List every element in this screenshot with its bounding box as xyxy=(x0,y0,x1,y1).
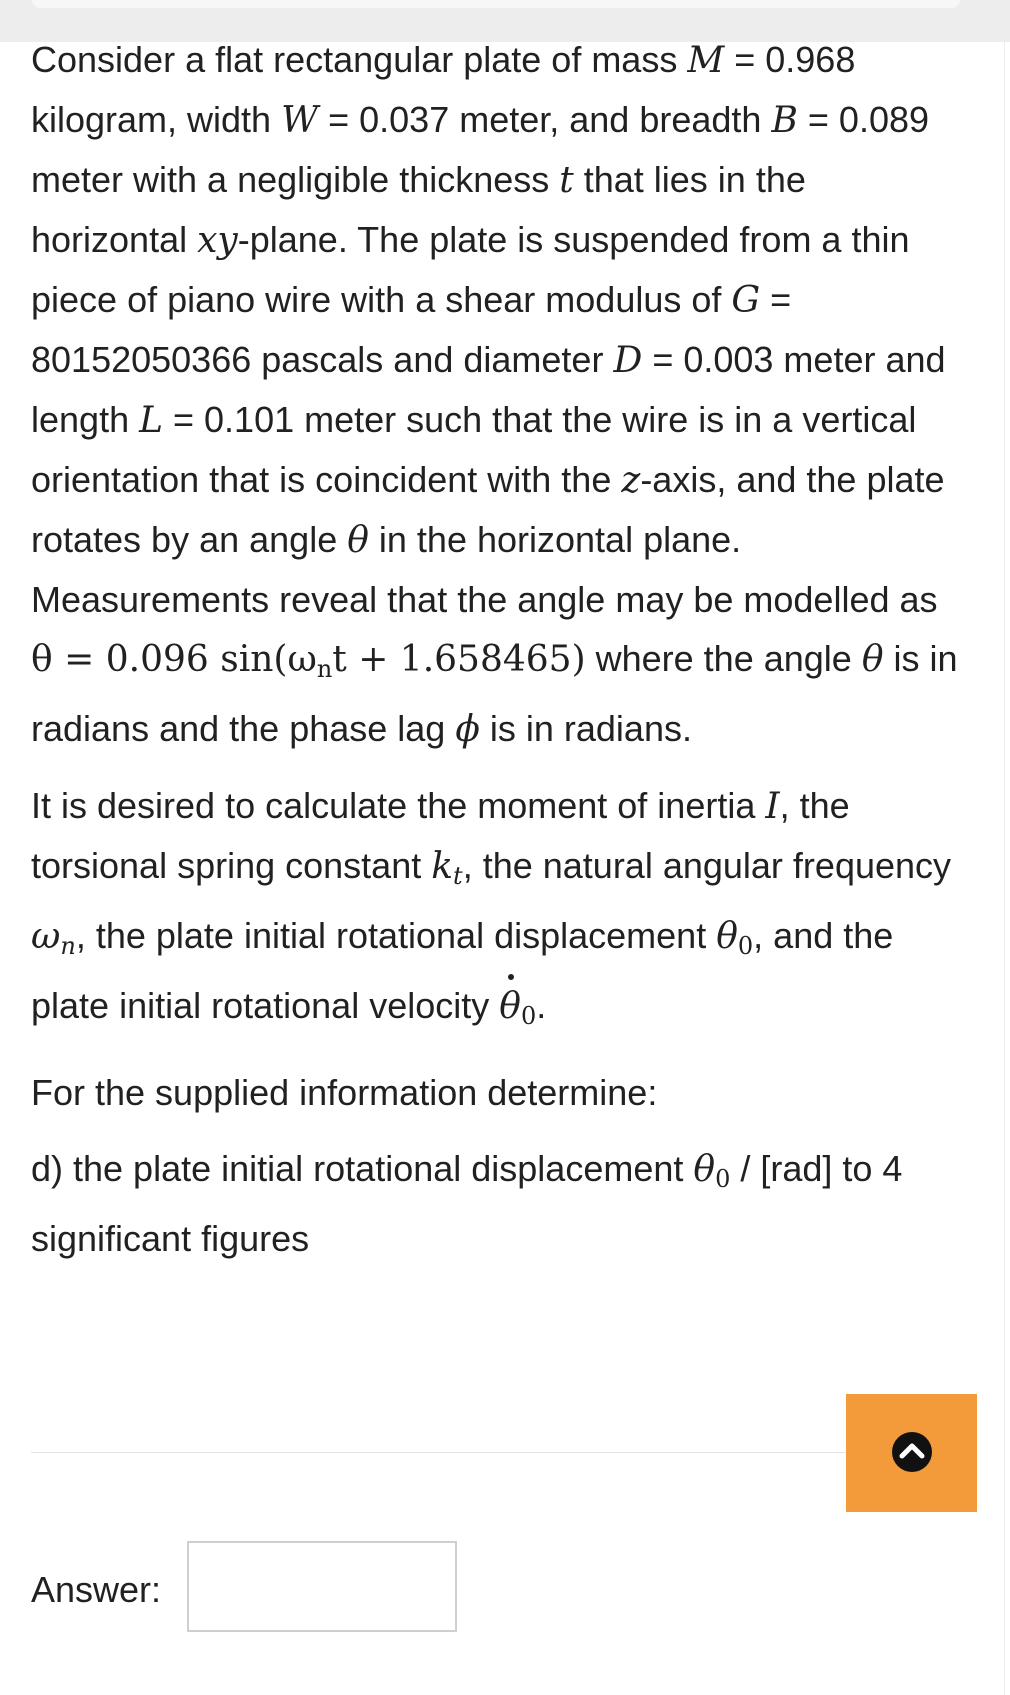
question-paragraph-setup xyxy=(31,30,961,759)
math-subscript: 0 xyxy=(520,1002,537,1030)
math-var: θ xyxy=(716,916,738,957)
text: -plane. The plate is suspended from a thin piece of piano wire with a shear modulus of xyxy=(31,219,910,320)
math-var: L xyxy=(139,400,163,441)
chevron-up-icon xyxy=(890,1430,934,1477)
text: Consider a flat rectangular plate of mass xyxy=(31,39,688,80)
question-text xyxy=(31,30,961,1268)
math-var: θ xyxy=(693,1149,716,1190)
math-var: D xyxy=(613,340,643,381)
text: is in radians. xyxy=(479,708,692,749)
math-subscript: 0 xyxy=(737,932,754,960)
math-var: θ xyxy=(861,639,884,680)
text: = 0.037 meter, and breadth xyxy=(318,99,772,140)
equation-part: t + 1.658465) xyxy=(332,639,586,680)
question-instruction: For the supplied information determine: xyxy=(31,1072,658,1113)
math-var: G xyxy=(731,280,761,321)
answer-label: Answer: xyxy=(31,1569,162,1610)
text: , the torsional spring constant xyxy=(31,785,850,886)
angle-equation xyxy=(31,639,586,683)
math-subscript: n xyxy=(60,932,76,960)
text: = 0.101 meter such that the wire is in a vertical orientation that is coincident with the xyxy=(31,399,917,500)
theta-dot-symbol: θ xyxy=(499,977,521,1036)
question-part-d xyxy=(31,1139,961,1268)
text: is in radians and the phase lag xyxy=(31,638,958,749)
text: It is desired to calculate the moment of inertia xyxy=(31,785,766,826)
text: -axis, and the plate rotates by an angle xyxy=(31,459,945,560)
text: , and the plate initial rotational velocity xyxy=(31,915,894,1026)
math-var: ω xyxy=(31,916,61,957)
text: = 0.968 kilogram, width xyxy=(31,39,856,140)
math-var: M xyxy=(687,40,725,81)
math-var: z xyxy=(621,460,641,501)
equation-part: θ = 0.096 sin(ω xyxy=(31,639,317,680)
math-var: k xyxy=(431,846,454,887)
math-var: t xyxy=(559,160,574,201)
math-var: B xyxy=(771,100,798,141)
text: , the plate initial rotational displacement xyxy=(75,915,717,956)
text: , the natural angular frequency xyxy=(462,845,952,886)
question-paragraph-goal xyxy=(31,776,961,1046)
text: = 0.003 meter and length xyxy=(31,339,946,440)
math-var: ϕ xyxy=(455,709,480,750)
text: = 0.089 meter with a negligible thickness xyxy=(31,99,930,200)
math-var: W xyxy=(281,100,319,141)
text: d) the plate initial rotational displacement xyxy=(31,1148,694,1189)
answer-input[interactable] xyxy=(187,1541,457,1632)
text: / [rad] to 4 significant figures xyxy=(31,1148,903,1259)
math-var: θ xyxy=(347,520,369,561)
text: in the horizontal plane. Measurements reveal that the angle may be modelled as xyxy=(31,519,938,620)
text: . xyxy=(536,985,547,1026)
text: that lies in the horizontal xyxy=(31,159,806,260)
text: = 80152050366 pascals and diameter xyxy=(31,279,792,380)
math-subscript: 0 xyxy=(715,1165,731,1193)
top-bar-edge xyxy=(32,0,960,8)
scroll-up-button[interactable] xyxy=(846,1394,977,1512)
math-subscript: t xyxy=(453,862,463,890)
text: where the angle xyxy=(585,638,862,679)
equation-subscript: n xyxy=(316,655,333,683)
right-edge-divider xyxy=(1004,42,1005,1695)
math-var: xy xyxy=(197,220,238,261)
section-divider xyxy=(31,1452,851,1453)
math-var: I xyxy=(765,786,780,827)
